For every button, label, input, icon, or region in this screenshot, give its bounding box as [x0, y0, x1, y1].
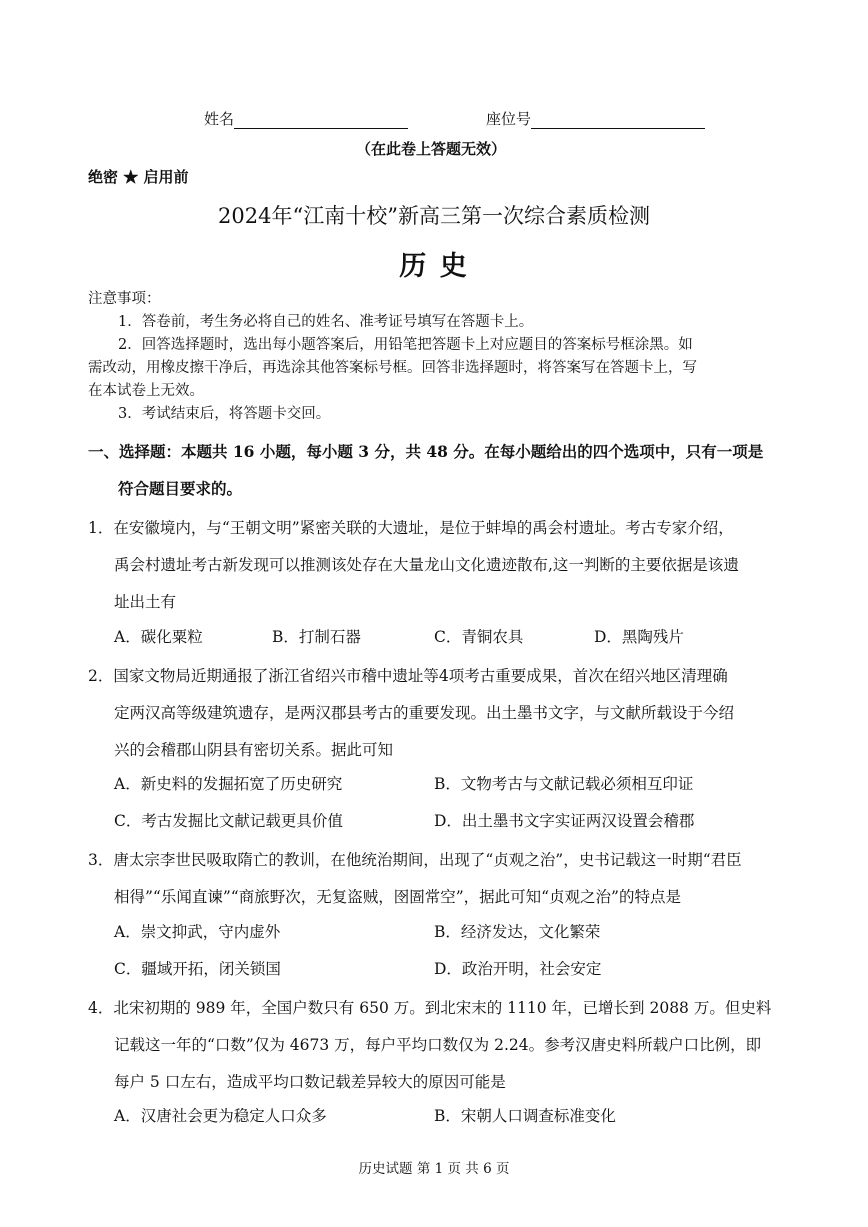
exam-title: 2024年“江南十校”新高三第一次综合素质检测: [218, 204, 650, 228]
question-line: 4．北宋初期的 989 年，全国户数只有 650 万。到北宋末的 1110 年，已增长到 2088 万。但史料: [88, 999, 772, 1017]
question-4: [88, 990, 788, 1101]
question-line: 3．唐太宗李世民吸取隋亡的教训，在他统治期间，出现了“贞观之治”，史书记载这一时期“君臣: [88, 851, 742, 869]
question-line: 兴的会稽郡山阴县有密切关系。据此可知: [114, 741, 394, 759]
option-d: D．政治开明，社会安定: [434, 960, 602, 978]
option-c: C．考古发掘比文献记载更具价值: [114, 812, 343, 830]
option-a: A．新史料的发掘拓宽了历史研究: [114, 775, 343, 793]
seat-field: [486, 108, 705, 129]
name-underline: [234, 114, 408, 129]
option-c: C．青铜农具: [434, 628, 524, 646]
invalid-note: （在此卷上答题无效）: [356, 140, 507, 158]
question-line: 每户 5 口左右，造成平均口数记载差异较大的原因可能是: [114, 1073, 506, 1091]
question-3: [88, 842, 788, 916]
note-item: 3．考试结束后，将答题卡交回。: [118, 406, 331, 422]
question-line: 2．国家文物局近期通报了浙江省绍兴市稽中遗址等4项考古重要成果，首次在绍兴地区清理确: [88, 667, 728, 685]
seat-underline: [531, 114, 705, 129]
note-item: 在本试卷上无效。: [88, 383, 204, 399]
section-heading-cont: 符合题目要求的。: [118, 479, 243, 498]
question-1: [88, 510, 788, 621]
option-b: B．文物考古与文献记载必须相互印证: [434, 775, 694, 793]
option-a: A．汉唐社会更为稳定人口众多: [114, 1107, 327, 1125]
notes-heading: 注意事项：: [88, 291, 161, 307]
option-a: A．崇文抑武，守内虚外: [114, 923, 281, 941]
question-line: 定两汉高等级建筑遗存，是两汉郡县考古的重要发现。出土墨书文字，与文献所载设于今绍: [114, 704, 735, 722]
question-2: [88, 658, 788, 769]
option-b: B．宋朝人口调查标准变化: [434, 1107, 616, 1125]
note-item: 需改动，用橡皮擦干净后，再选涂其他答案标号框。回答非选择题时，将答案写在答题卡上，写: [88, 360, 697, 376]
seat-label: 座位号: [486, 110, 532, 128]
question-line: 址出土有: [114, 593, 177, 611]
option-b: B．经济发达，文化繁荣: [434, 923, 601, 941]
option-b: B．打制石器: [272, 628, 361, 646]
note-item: 2．回答选择题时，选出每小题答案后，用铅笔把答题卡上对应题目的答案标号框涂黑。如: [118, 337, 693, 353]
secret-mark: 绝密 ★ 启用前: [88, 168, 189, 186]
subject-title: 历 史: [399, 251, 469, 282]
note-item: 1．答卷前，考生务必将自己的姓名、准考证号填写在答题卡上。: [118, 314, 534, 330]
name-label: 姓名: [204, 110, 235, 128]
page-footer: 历史试题 第 1 页 共 6 页: [358, 1161, 510, 1177]
name-field: [204, 108, 408, 129]
section-heading: 一、选择题：本题共 16 小题，每小题 3 分，共 48 分。在每小题给出的四个选项中，只有一项是: [88, 442, 764, 461]
option-c: C．疆域开拓，闭关锁国: [114, 960, 281, 978]
notes-block: [88, 288, 788, 426]
question-line: 禹会村遗址考古新发现可以推测该处存在大量龙山文化遗迹散布,这一判断的主要依据是该遗: [114, 556, 739, 574]
option-d: D．出土墨书文字实证两汉设置会稽郡: [434, 812, 695, 830]
option-d: D．黑陶残片: [594, 628, 684, 646]
question-line: 1．在安徽境内，与“王朝文明”紧密关联的大遗址，是位于蚌埠的禹会村遗址。考古专家介绍，: [88, 519, 734, 537]
question-line: 记载这一年的“口数”仅为 4673 万，每户平均口数仅为 2.24。参考汉唐史料所载户口比例，即: [114, 1036, 762, 1054]
question-line: 相得”“乐闻直谏”“商旅野次，无复盗贼，囹圄常空”，据此可知“贞观之治”的特点是: [114, 888, 681, 906]
option-a: A．碳化粟粒: [114, 628, 203, 646]
